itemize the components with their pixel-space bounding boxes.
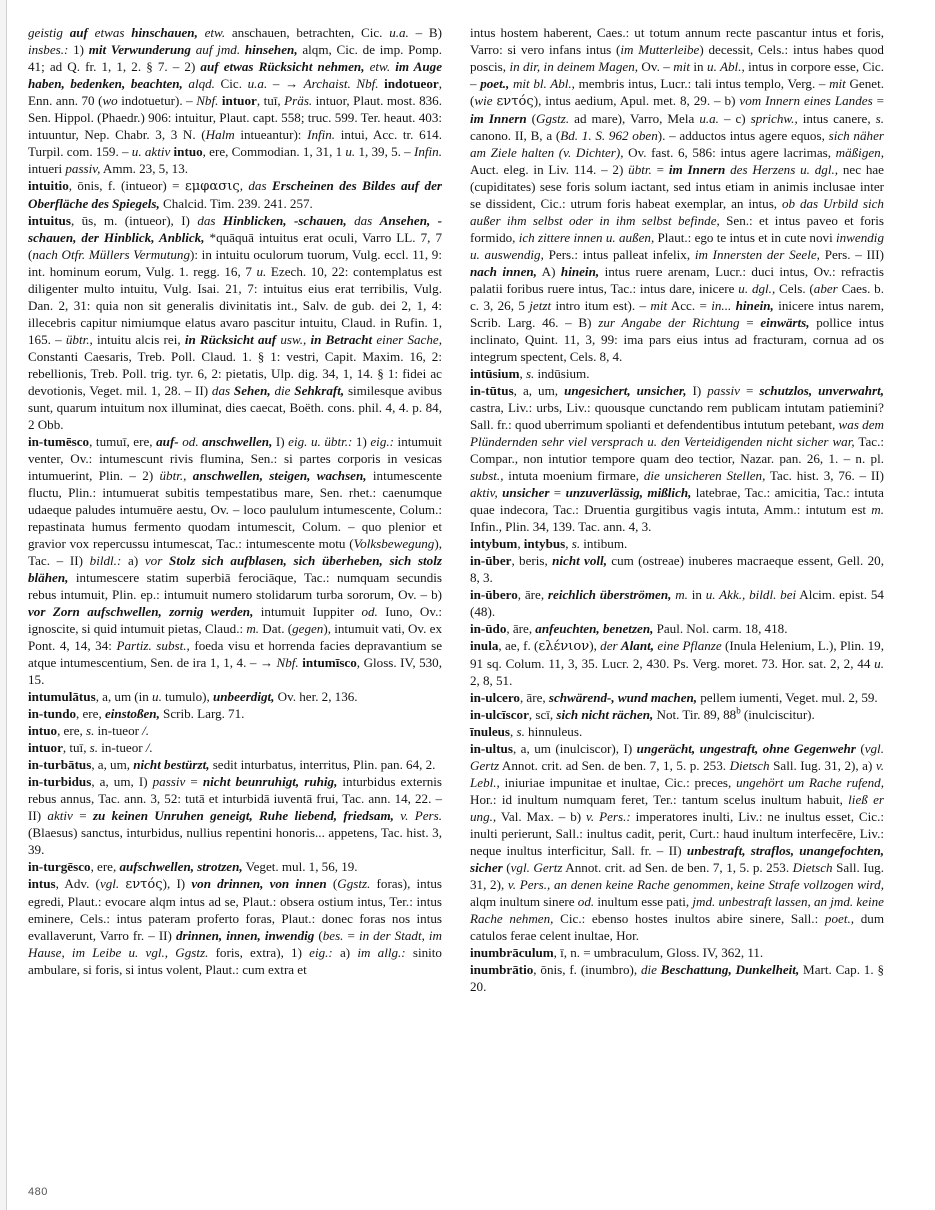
- dictionary-entry: intumulātus, a, um (in u. tumulo), unbeerdigt, Ov. her. 2, 136.: [28, 689, 358, 704]
- dictionary-entry: in-tūtus, a, um, ungesichert, unsicher, I) passiv = schutzlos, unverwahrt, castra, Liv.: urbs, Liv.: quousque cunctando rem publicam intutam patiemini? Sall. fr.: quod uberrimum spolianti et defendentibus intutum petebant, was dem Plündernden sehr viel versprach u. den Verteidigenden nicht sicher war, Tac.: Compar., non intutior tempore quam deo tectior, Nazar. pan. 26, 1. – n. pl. subst., intuta moenium firmare, die unsicheren Stellen, Tac. hist. 3, 76. – II) aktiv, unsicher = unzuverlässig, mißlich, latebrae, Tac.: amicitia, Tac.: intuta quae indecora, Tac.: Druentia gurgitibus vagis intuta, Amm.: intutum est m. Infin., Plin. 34, 139. Tac. ann. 4, 3.: [470, 383, 884, 534]
- dictionary-entry: īnuleus, s. hinnuleus.: [470, 724, 583, 739]
- dictionary-entry: inumbrāculum, ī, n. = umbraculum, Gloss. IV, 362, 11.: [470, 945, 764, 960]
- dictionary-entry: intus, Adv. (vgl. εντός), I) von drinnen, von innen (Ggstz. foras), intus egredi, Plaut.: evocare alqm intus ad se, Plaut.: obsera ostium intus, Ter.: intus eminere, Cels.: intus pateram proferto foras, Plaut.: donec foras nos intus evallaverunt, Varro fr. – II) drinnen, innen, inwendig (bes. = in der Stadt, im Hause, im Leibe u. vgl., Ggstz. foris, extra), 1) eig.: a) im allg.: sinito ambulare, si foris, si intus volent, Plaut.: cum extra et: [28, 876, 442, 977]
- dictionary-entry: in-tundo, ere, einstoßen, Scrib. Larg. 71.: [28, 706, 245, 721]
- column-right: [470, 24, 884, 1210]
- dictionary-entry: in-ūdo, āre, anfeuchten, benetzen, Paul. Nol. carm. 18, 418.: [470, 621, 788, 636]
- entry-continuation: intus hostem haberent, Caes.: ut totum annum recte pascantur intus et foris, Varro: si vero infans intus (im Mutterleibe) decessit, Cels.: intus habes quod poscis, in dir, in deinem Magen, Ov. – mit in u. Abl., intus in corpore esse, Cic. – poet., mit bl. Abl., membris intus, Lucr.: tali intus templo, Verg. – mit Genet. (wie εντός), intus aedium, Apul. met. 8, 29. – b) vom Innern eines Landes = im Innern (Ggstz. ad mare), Varro, Mela u.a. – c) sprichw., intus canere, s. canono. II, B, a (Bd. 1. S. 962 oben). – adductos intus agere equos, sich näher am Ziele halten (v. Dichter), Ov. fast. 6, 586: intus agere lacrimas, mäßigen, Auct. eleg. in Liv. 114. – 2) übtr. = im Innern des Herzens u. dgl., nec hae (cupiditates) sese foris solum iactant, sed intus etiam in animis inclusae inter se dissident, Cic.: utrum foris habeat exemplar, an intus, ob das Urbild sich außer ihm selbst oder in ihm selbst befinde, Sen.: et intus paveo et foris formido, ich zittere innen u. außen, Plaut.: ego te intus et in cute novi inwendig u. auswendig, Pers.: intus palleat infelix, im Innersten der Seele, Pers. – III) nach innen, A) hinein, intus ruere arenam, Lucr.: duci intus, Ov.: refractis palatii foribus ruere intus, Tac.: intus dare, inicere u. dgl., Cels. (aber Caes. b. c. 3, 26, 5 jetzt intro itum est). – mit Acc. = in... hinein, inicere intus narem, Scrib. Larg. 46. – B) zur Angabe der Richtung = einwärts, pollice intus inclinato, Quint. 11, 3, 99: ima pars eius intus ad fracturam, cornua ad os integrum spectent, Cels. 8, 4.: [470, 25, 885, 364]
- dictionary-entry: inumbrātio, ōnis, f. (inumbro), die Beschattung, Dunkelheit, Mart. Cap. 1. § 20.: [470, 962, 884, 994]
- dictionary-entry: intuor, tuī, s. in-tueor /.: [28, 740, 153, 755]
- dictionary-entry: in-ulcīscor, scī, sich nicht rächen, Not. Tir. 89, 88$^b$ (inulciscitur).: [470, 705, 815, 722]
- dictionary-entry: in-tumēsco, tumuī, ere, auf- od. anschwellen, I) eig. u. übtr.: 1) eig.: intumuit venter, Ov.: intumescunt rivis flumina, Sen.: si partes corporis in vesicas intumuerint, Plin. – 2) übtr., anschwellen, steigen, wachsen, intumescente fluctu, Plin.: intumuerat subitis tempestatibus mare, Sen. rhet.: caenumque udaeque paludes intumuēre aestu, Ov. – loco paululum intumescente, Colum.: repastinata humus fermento quodam intumescit, Colum. – quo plenior et gravior vox repercussu intumescat, Tac.: intumescente motu (Volksbewegung), Tac. – II) bildl.: a) vor Stolz sich aufblasen, sich überheben, sich stolz blähen, intumescere statim superbiā ferociāque, Tac.: numquam secundis rebus intumuit, Plin. ep.: intumuit numero stolidarum turba sororum, Ov. – b) vor Zorn aufschwellen, zornig werden, intumuit Iuppiter od. Iuno, Ov.: ignoscite, si quid intumuit pietas, Claud.: m. Dat. (gegen), intumuit vati, Ov. ex Pont. 4, 14, 34: Partiz. subst., foeda visu et horrenda facies depravantium se atque intumescentium, Sen. de ira 1, 1, 4. – → Nbf. intumīsco, Gloss. IV, 530, 15.: [28, 434, 443, 687]
- dictionary-entry: in-turbidus, a, um, I) passiv = nicht beunruhigt, ruhig, inturbidus externis rebus annus, Tac. ann. 3, 52: tutā et inturbidā iuventā frui, Tac. ann. 14, 22. – II) aktiv = zu keinen Unruhen geneigt, Ruhe liebend, friedsam, v. Pers. (Blaesus) sanctus, inturbidus, nullius repentini honoris... appetens, Tac. hist. 3, 39.: [28, 774, 443, 857]
- dictionary-entry: in-ūbero, āre, reichlich überströmen, m. in u. Akk., bildl. bei Alcim. epist. 54 (48).: [470, 587, 884, 619]
- dictionary-entry: intuo, ere, s. in-tueor /.: [28, 723, 150, 738]
- dictionary-entry: in-turgēsco, ere, aufschwellen, strotzen, Veget. mul. 1, 56, 19.: [28, 859, 358, 874]
- column-left: [28, 24, 442, 1210]
- dictionary-entry: inula, ae, f. (ελένιον), der Alant, eine Pflanze (Inula Helenium, L.), Plin. 19, 91 sq. Colum. 11, 3, 35. Lucr. 2, 430. Ps. Verg. moret. 73. Hor. sat. 2, 2, 44 u. 2, 8, 51.: [470, 638, 884, 688]
- dictionary-entry: in-ulcero, āre, schwärend-, wund machen, pellem iumenti, Veget. mul. 2, 59.: [470, 690, 878, 705]
- dictionary-entry: intūsium, s. indūsium.: [470, 366, 590, 381]
- dictionary-entry: intuitio, ōnis, f. (intueor) = εμφασις, das Erscheinen des Bildes auf der Oberfläche des Spiegels, Chalcid. Tim. 239. 241. 257.: [28, 178, 442, 211]
- dictionary-entry: intuitus, ūs, m. (intueor), I) das Hinblicken, -schauen, das Ansehen, -schauen, der Hinblick, Anblick, *quāquā intuitus erat oculi, Varro LL. 7, 7 (nach Otfr. Müllers Vermutung): in intuitu oculorum tuorum, Vulg. eccl. 11, 9: int. hominum eorum, Vulg. 1. regg. 16, 7 u. Ezech. 10, 22: contemplatus est diligenter multo intuitu, Vulg. Isai. 21, 7: intuitus eius erat terribilis, Vulg. Dan. 2, 31: quia non sit generalis divinitatis int., Salv. de gub. dei 2, 1, 4: illecebris capitur nimiumque elatus avaro pascitur intuitu, Claud. in Rufin. 1, 165. – übtr., intuitu alcis rei, in Rücksicht auf usw., in Betracht einer Sache, Constanti Caesaris, Treb. Poll. Claud. 1. § 1: vestri, Capit. Maxim. 16, 2: rebellionis, Treb. Poll. trig. tyr. 6, 2: pietatis, Ulp. dig. 34, 1, 14. § 1: fidei ac devotionis, Veget. mil. 1, 28. – II) das Sehen, die Sehkraft, similesque avibus sunt, quarum intuitum nox illuminat, dies caecat, Boëth. cons. phil. 4, 4. p. 84, 2 Obb.: [28, 213, 443, 432]
- dictionary-entry: in-ūber, beris, nicht voll, cum (ostreae) inuberes macraeque essent, Gell. 20, 8, 3.: [470, 553, 884, 585]
- dictionary-entry: in-ultus, a, um (inulciscor), I) ungerächt, ungestraft, ohne Gegenwehr (vgl. Gertz Annot. crit. ad Sen. de ben. 7, 1, 5. p. 253. Dietsch Sall. Iug. 31, 2), a) v. Lebl., iniuriae impunitae et inultae, Cic.: preces, ungehört um Rache rufend, Hor.: id inultum numquam feret, Ter.: tantum scelus inultum habuit, ließ er ung., Val. Max. – b) v. Pers.: imperatores inulti, Liv.: ne inultus esset, Cic.: inulti perierunt, Sall.: inultus cadit, perit, Curt.: haud inultum interfecēre, Liv.: neque inultus interficitur, Sall. fr. – II) unbestraft, straflos, unangefochten, sicher (vgl. Gertz Annot. crit. ad Sen. de ben. 7, 1, 5. p. 253. Dietsch Sall. Iug. 31, 2), v. Pers., an denen keine Rache genommen, keine Strafe vollzogen wird, alqm inultum sinere od. inultum esse pati, jmd. unbestraft lassen, an jmd. keine Rache nehmen, Cic.: ebenso hostes inultos abire sinere, Sall.: poet., dum catulos ferae celent inultae, Hor.: [470, 741, 885, 943]
- page-number: 480: [28, 1186, 48, 1198]
- entry-continuation: geistig auf etwas hinschauen, etw. anschauen, betrachten, Cic. u.a. – B) insbes.: 1) mit Verwunderung auf jmd. hinsehen, alqm, Cic. de imp. Pomp. 41; ad Q. fr. 1, 1, 2. § 7. – 2) auf etwas Rücksicht nehmen, etw. im Auge haben, bedenken, beachten, alqd. Cic. u.a. – → Archaist. Nbf. indotueor, Enn. ann. 70 (wo indotuetur). – Nbf. intuor, tuī, Präs. intuor, Plaut. most. 836. Sen. Hippol. (Phaedr.) 906: intuitur, Plaut. capt. 558; truc. 599. Ter. heaut. 403: intuuntur, Nep. Chabr. 3, 3 N. (Halm intueantur): Infin. intui, Acc. tr. 614. Turpil. com. 159. – u. aktiv intuo, ere, Commodian. 1, 31, 1 u. 1, 39, 5. – Infin. intueri passiv, Amm. 23, 5, 13.: [28, 25, 443, 176]
- dictionary-entry: intybum, intybus, s. intibum.: [470, 536, 628, 551]
- dictionary-entry: in-turbātus, a, um, nicht bestürzt, sedit inturbatus, interritus, Plin. pan. 64, 2.: [28, 757, 436, 772]
